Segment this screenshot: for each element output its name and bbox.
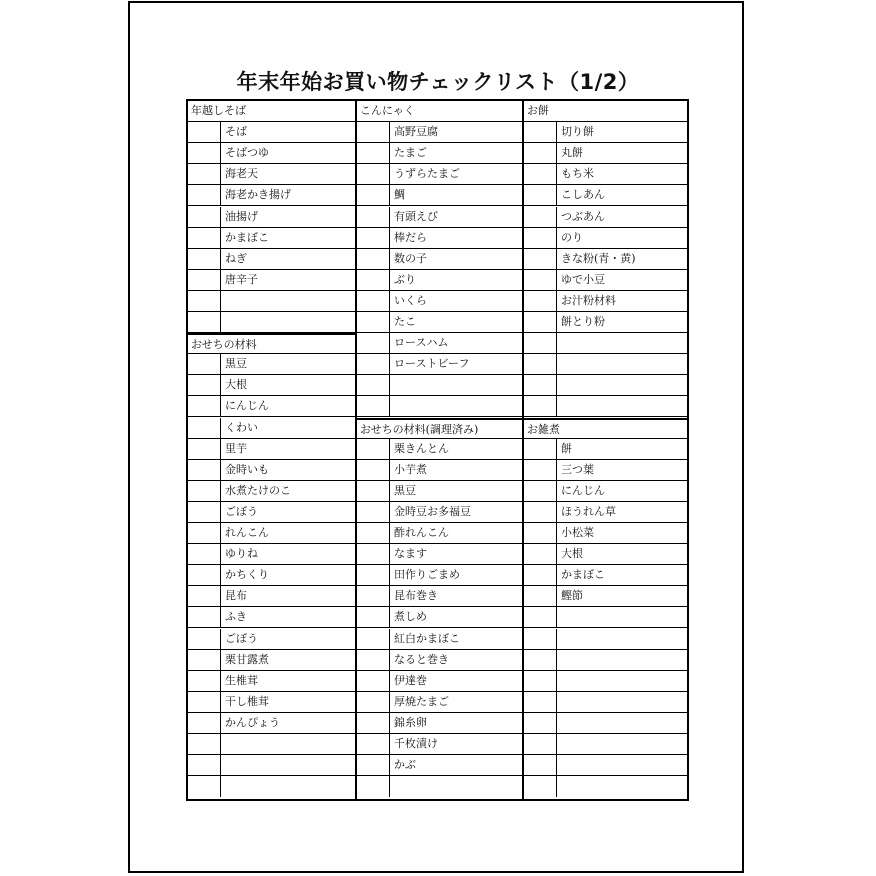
- checkbox-cell[interactable]: [357, 164, 390, 184]
- checklist-row: [357, 481, 522, 502]
- checklist-row: [524, 185, 689, 206]
- checklist-row: [188, 650, 355, 671]
- item-label: うずらたまご: [394, 167, 460, 181]
- checklist-grid: [186, 99, 689, 801]
- checkbox-cell[interactable]: [188, 755, 221, 775]
- checklist-column: [188, 101, 355, 799]
- item-label: れんこん: [225, 526, 269, 539]
- item-label: にんじん: [225, 399, 269, 413]
- checkbox-cell[interactable]: [357, 333, 390, 353]
- checkbox-cell[interactable]: [188, 734, 221, 754]
- item-label: 金時豆お多福豆: [394, 504, 471, 518]
- item-label: 海老かき揚げ: [225, 188, 291, 202]
- checklist-row: [524, 396, 689, 417]
- checkbox-cell[interactable]: [357, 312, 390, 332]
- checkbox-cell[interactable]: [357, 607, 390, 627]
- checklist-row: [357, 249, 522, 270]
- checkbox-cell[interactable]: [188, 396, 221, 416]
- checklist-row: [357, 270, 522, 291]
- checklist-row: [188, 776, 355, 797]
- checkbox-cell[interactable]: [357, 354, 390, 374]
- checkbox-cell[interactable]: [357, 502, 390, 522]
- item-label: 干し椎茸: [225, 694, 269, 708]
- section-header: 年越しそば: [188, 101, 355, 122]
- item-label: ほうれん草: [561, 504, 616, 518]
- item-label: 丸餅: [561, 146, 583, 160]
- checklist-row: [524, 354, 689, 375]
- checklist-row: [188, 418, 355, 439]
- checkbox-cell[interactable]: [188, 460, 221, 480]
- item-label: かんぴょう: [225, 715, 280, 729]
- item-label: 昆布巻き: [394, 589, 438, 603]
- checkbox-cell[interactable]: [188, 122, 221, 142]
- item-label: 数の子: [394, 251, 427, 265]
- item-label: くわい: [225, 420, 258, 434]
- checklist-row: [188, 122, 355, 143]
- checkbox-cell[interactable]: [357, 122, 390, 142]
- checklist-row: [188, 439, 355, 460]
- item-label: 生椎茸: [225, 673, 258, 687]
- checkbox-cell[interactable]: [188, 354, 221, 374]
- checkbox-cell[interactable]: [524, 270, 557, 290]
- item-label: 大根: [225, 378, 247, 392]
- checklist-row: [357, 607, 522, 628]
- checklist-column: [522, 101, 689, 799]
- checkbox-cell[interactable]: [188, 249, 221, 269]
- checklist-row: [357, 502, 522, 523]
- item-label: 餅とり粉: [561, 315, 605, 328]
- checkbox-cell[interactable]: [188, 671, 221, 691]
- checklist-row: [524, 207, 689, 228]
- checkbox-cell[interactable]: [357, 650, 390, 670]
- item-label: 田作りごまめ: [394, 568, 460, 582]
- checkbox-cell[interactable]: [524, 544, 557, 564]
- checklist-row: [357, 291, 522, 312]
- item-label: つぶあん: [561, 209, 605, 223]
- item-label: ねぎ: [225, 251, 247, 265]
- checkbox-cell[interactable]: [524, 164, 557, 184]
- checkbox-cell[interactable]: [524, 122, 557, 142]
- checklist-row: [188, 375, 355, 396]
- checkbox-cell[interactable]: [357, 734, 390, 754]
- checkbox-cell[interactable]: [188, 164, 221, 184]
- checkbox-cell[interactable]: [357, 396, 390, 416]
- checkbox-cell[interactable]: [357, 207, 390, 227]
- checklist-row: [357, 333, 522, 354]
- checklist-row: [188, 207, 355, 228]
- checkbox-cell[interactable]: [188, 607, 221, 627]
- item-label: にんじん: [561, 483, 605, 497]
- checkbox-cell[interactable]: [524, 586, 557, 606]
- checkbox-cell[interactable]: [188, 228, 221, 248]
- item-label: 餅: [561, 441, 572, 455]
- checkbox-cell[interactable]: [357, 249, 390, 269]
- checkbox-cell[interactable]: [188, 629, 221, 649]
- checkbox-cell[interactable]: [188, 375, 221, 395]
- checklist-row: [524, 270, 689, 291]
- item-label: お汁粉材料: [561, 293, 616, 307]
- checklist-row: [188, 607, 355, 628]
- section-header: おせちの材料: [188, 333, 355, 354]
- checkbox-cell[interactable]: [524, 354, 557, 374]
- checkbox-cell[interactable]: [357, 713, 390, 733]
- checkbox-cell[interactable]: [188, 692, 221, 712]
- checkbox-cell[interactable]: [357, 460, 390, 480]
- item-label: こしあん: [561, 188, 605, 202]
- checkbox-cell[interactable]: [357, 692, 390, 712]
- item-label: もち米: [561, 167, 594, 181]
- checklist-row: [357, 671, 522, 692]
- page-title: 年末年始お買い物チェックリスト（1/2）: [236, 70, 640, 94]
- item-label: 煮しめ: [394, 610, 427, 624]
- checkbox-cell[interactable]: [524, 629, 557, 649]
- checklist-row: [188, 629, 355, 650]
- checklist-row: [524, 776, 689, 797]
- checklist-row: [188, 291, 355, 312]
- checklist-row: [524, 755, 689, 776]
- checklist-row: [524, 607, 689, 628]
- checkbox-cell[interactable]: [524, 143, 557, 163]
- item-label: ふき: [225, 610, 247, 624]
- checkbox-cell[interactable]: [524, 460, 557, 480]
- section-header: こんにゃく: [357, 101, 522, 122]
- checklist-row: [524, 333, 689, 354]
- checklist-row: [188, 396, 355, 417]
- item-label: 水煮たけのこ: [225, 483, 291, 497]
- checklist-row: [524, 692, 689, 713]
- checklist-row: [188, 734, 355, 755]
- checkbox-cell[interactable]: [188, 713, 221, 733]
- checklist-row: [524, 544, 689, 565]
- item-label: 唐辛子: [225, 272, 258, 286]
- checklist-row: [188, 185, 355, 206]
- checkbox-cell[interactable]: [357, 291, 390, 311]
- checkbox-cell[interactable]: [188, 650, 221, 670]
- checklist-row: [524, 502, 689, 523]
- item-label: かぶ: [394, 758, 416, 772]
- checklist-row: [357, 312, 522, 333]
- checklist-row: [524, 291, 689, 312]
- item-label: 錦糸卵: [394, 715, 427, 729]
- checkbox-cell[interactable]: [524, 396, 557, 416]
- item-label: 油揚げ: [225, 209, 258, 223]
- checklist-row: [524, 460, 689, 481]
- checklist-row: [357, 439, 522, 460]
- checklist-row: [188, 713, 355, 734]
- item-label: なると巻き: [394, 652, 449, 666]
- item-label: 小松菜: [561, 526, 594, 539]
- checkbox-cell[interactable]: [357, 143, 390, 163]
- checkbox-cell[interactable]: [524, 523, 557, 543]
- checkbox-cell[interactable]: [357, 755, 390, 775]
- checklist-row: [357, 122, 522, 143]
- checkbox-cell[interactable]: [188, 586, 221, 606]
- checklist-row: [357, 164, 522, 185]
- item-label: 高野豆腐: [394, 125, 438, 139]
- checkbox-cell[interactable]: [524, 607, 557, 627]
- checklist-row: [357, 734, 522, 755]
- checkbox-cell[interactable]: [524, 439, 557, 459]
- item-label: 酢れんこん: [394, 526, 449, 539]
- checklist-row: [188, 228, 355, 249]
- item-label: ゆりね: [225, 547, 258, 561]
- checklist-row: [357, 460, 522, 481]
- item-label: そば: [225, 125, 247, 139]
- item-label: 金時いも: [225, 462, 269, 476]
- checklist-row: [524, 565, 689, 586]
- item-label: ごぼう: [225, 631, 258, 645]
- checklist-row: [524, 143, 689, 164]
- checkbox-cell[interactable]: [357, 671, 390, 691]
- item-label: たこ: [394, 315, 416, 328]
- checkbox-cell[interactable]: [357, 544, 390, 564]
- item-label: 黒豆: [225, 357, 247, 371]
- checklist-row: [357, 228, 522, 249]
- checklist-row: [188, 692, 355, 713]
- checkbox-cell[interactable]: [524, 755, 557, 775]
- checklist-row: [524, 481, 689, 502]
- checklist-row: [357, 565, 522, 586]
- item-label: ローストビーフ: [394, 357, 470, 371]
- checkbox-cell[interactable]: [357, 185, 390, 205]
- checklist-row: [188, 249, 355, 270]
- checklist-row: [524, 629, 689, 650]
- checkbox-cell[interactable]: [524, 502, 557, 522]
- item-label: 紅白かまぼこ: [394, 631, 460, 645]
- item-label: 棒だら: [394, 230, 427, 244]
- checklist-row: [524, 523, 689, 544]
- item-label: かまぼこ: [561, 568, 605, 582]
- item-label: なます: [394, 547, 427, 561]
- checkbox-cell[interactable]: [524, 692, 557, 712]
- checkbox-cell[interactable]: [524, 228, 557, 248]
- checkbox-cell[interactable]: [188, 143, 221, 163]
- item-label: 鰹節: [561, 589, 583, 603]
- checkbox-cell[interactable]: [524, 713, 557, 733]
- section-header: お餅: [524, 101, 689, 122]
- checkbox-cell[interactable]: [188, 523, 221, 543]
- item-label: 栗甘露煮: [225, 652, 269, 666]
- checkbox-cell[interactable]: [188, 544, 221, 564]
- checklist-row: [188, 523, 355, 544]
- checklist-row: [524, 164, 689, 185]
- checklist-row: [357, 755, 522, 776]
- checkbox-cell[interactable]: [357, 439, 390, 459]
- checkbox-cell[interactable]: [357, 481, 390, 501]
- item-label: 三つ葉: [561, 462, 594, 476]
- checklist-row: [188, 502, 355, 523]
- checklist-row: [524, 228, 689, 249]
- checklist-row: [357, 354, 522, 375]
- item-label: たまご: [394, 146, 427, 160]
- checklist-row: [357, 629, 522, 650]
- checklist-row: [188, 143, 355, 164]
- checklist-row: [524, 122, 689, 143]
- checkbox-cell[interactable]: [524, 312, 557, 332]
- checklist-row: [357, 776, 522, 797]
- checkbox-cell[interactable]: [524, 481, 557, 501]
- checklist-row: [524, 312, 689, 333]
- checkbox-cell[interactable]: [524, 734, 557, 754]
- item-label: 伊達巻: [394, 673, 427, 687]
- item-label: ロースハム: [394, 336, 449, 350]
- checklist-row: [357, 586, 522, 607]
- checkbox-cell[interactable]: [524, 650, 557, 670]
- checkbox-cell[interactable]: [357, 776, 390, 797]
- checklist-row: [524, 734, 689, 755]
- section-header: お雑煮: [524, 418, 689, 439]
- checklist-row: [524, 249, 689, 270]
- item-label: 昆布: [225, 589, 247, 603]
- checklist-row: [357, 143, 522, 164]
- checklist-row: [357, 396, 522, 417]
- item-label: 栗きんとん: [394, 441, 449, 455]
- checkbox-cell[interactable]: [188, 481, 221, 501]
- checkbox-cell[interactable]: [357, 270, 390, 290]
- checkbox-cell[interactable]: [188, 502, 221, 522]
- checklist-row: [357, 523, 522, 544]
- checklist-row: [524, 671, 689, 692]
- checkbox-cell[interactable]: [524, 776, 557, 797]
- item-label: 海老天: [225, 167, 258, 181]
- item-label: そばつゆ: [225, 146, 269, 160]
- checklist-row: [357, 207, 522, 228]
- checkbox-cell[interactable]: [357, 565, 390, 585]
- checkbox-cell[interactable]: [524, 375, 557, 395]
- checklist-row: [188, 755, 355, 776]
- checkbox-cell[interactable]: [357, 629, 390, 649]
- item-label: かちくり: [225, 568, 269, 582]
- checklist-row: [188, 354, 355, 375]
- checkbox-cell[interactable]: [188, 207, 221, 227]
- checkbox-cell[interactable]: [524, 207, 557, 227]
- item-label: 小芋煮: [394, 462, 427, 476]
- checkbox-cell[interactable]: [357, 523, 390, 543]
- checkbox-cell[interactable]: [188, 439, 221, 459]
- checklist-row: [524, 713, 689, 734]
- checkbox-cell[interactable]: [188, 565, 221, 585]
- checklist-row: [188, 565, 355, 586]
- item-label: 里芋: [225, 441, 247, 455]
- checklist-row: [524, 439, 689, 460]
- checkbox-cell[interactable]: [188, 291, 221, 311]
- checklist-row: [524, 375, 689, 396]
- checkbox-cell[interactable]: [524, 291, 557, 311]
- item-label: かまぼこ: [225, 230, 269, 244]
- item-label: 千枚漬け: [394, 737, 438, 750]
- checkbox-cell[interactable]: [524, 671, 557, 691]
- checkbox-cell[interactable]: [188, 270, 221, 290]
- checkbox-cell[interactable]: [524, 565, 557, 585]
- checklist-row: [357, 692, 522, 713]
- checklist-row: [188, 586, 355, 607]
- section-header: おせちの材料(調理済み): [357, 418, 522, 439]
- checklist-row: [357, 544, 522, 565]
- checklist-row: [524, 586, 689, 607]
- checkbox-cell[interactable]: [188, 185, 221, 205]
- checkbox-cell[interactable]: [188, 776, 221, 797]
- item-label: 厚焼たまご: [394, 694, 449, 708]
- checkbox-cell[interactable]: [357, 228, 390, 248]
- checklist-row: [188, 481, 355, 502]
- item-label: ゆで小豆: [561, 272, 605, 286]
- item-label: 鯛: [394, 188, 405, 202]
- checkbox-cell[interactable]: [357, 586, 390, 606]
- checklist-row: [188, 671, 355, 692]
- item-label: きな粉(青・黄): [561, 251, 636, 265]
- checkbox-cell[interactable]: [524, 333, 557, 353]
- item-label: 切り餅: [561, 125, 594, 139]
- checklist-row: [188, 270, 355, 291]
- checkbox-cell[interactable]: [524, 185, 557, 205]
- checklist-row: [188, 312, 355, 333]
- item-label: 有頭えび: [394, 209, 438, 223]
- checklist-row: [357, 650, 522, 671]
- checklist-row: [524, 650, 689, 671]
- checkbox-cell[interactable]: [357, 375, 390, 395]
- checkbox-cell[interactable]: [524, 249, 557, 269]
- checklist-row: [188, 164, 355, 185]
- item-label: いくら: [394, 293, 427, 307]
- checklist-row: [357, 185, 522, 206]
- checklist-row: [357, 713, 522, 734]
- checklist-row: [357, 375, 522, 396]
- checklist-column: [355, 101, 522, 799]
- item-label: ぶり: [394, 272, 416, 286]
- checklist-row: [188, 460, 355, 481]
- item-label: 黒豆: [394, 483, 416, 497]
- item-label: ごぼう: [225, 504, 258, 518]
- checkbox-cell[interactable]: [188, 312, 221, 332]
- checklist-row: [188, 544, 355, 565]
- checkbox-cell[interactable]: [188, 418, 221, 438]
- item-label: 大根: [561, 547, 583, 561]
- item-label: のり: [561, 230, 583, 244]
